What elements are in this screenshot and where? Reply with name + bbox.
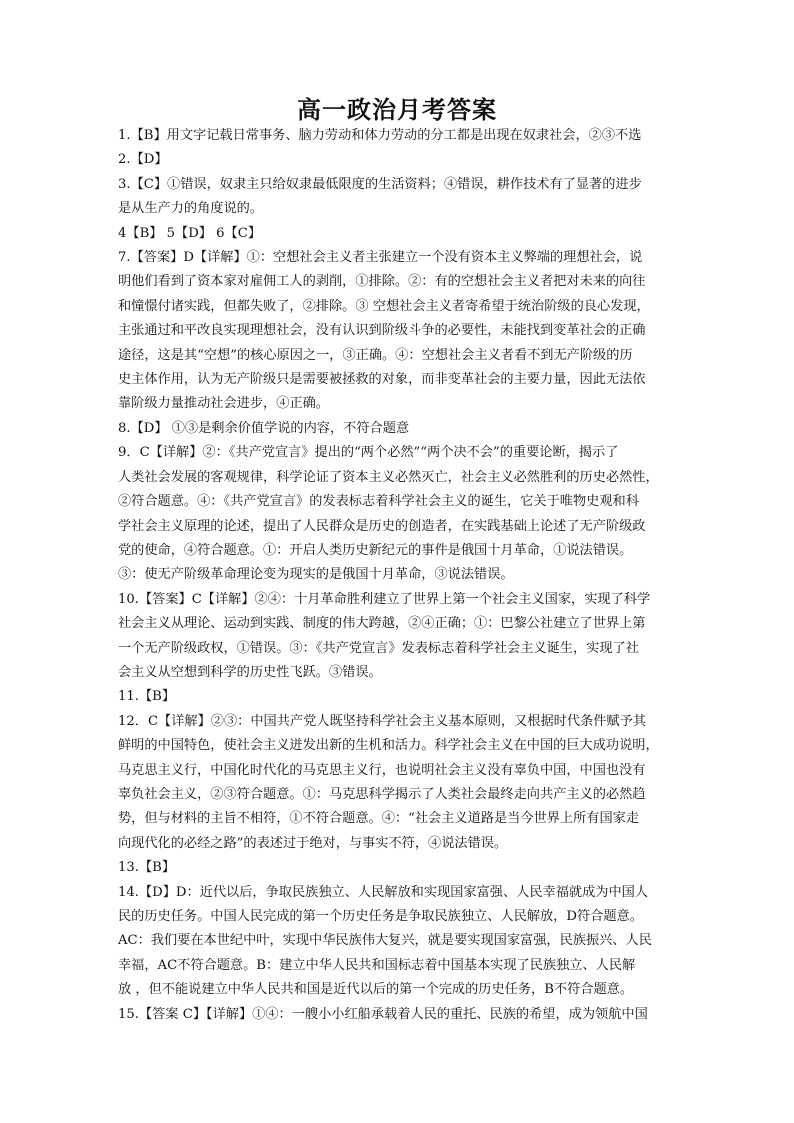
answer-line: 辜负社会主义，②③符合题意。①：马克思科学揭示了人类社会最终走向共产主义的必然趋	[118, 786, 646, 802]
answer-line: 11.【B】	[118, 689, 176, 705]
answer-line: 势，但与材料的主旨不相符，①不符合题意。④：“社会主义道路是当今世界上所有国家走	[118, 811, 640, 827]
answer-line: 途径，这是其“空想”的核心原因之一，③正确。④：空想社会主义者看不到无产阶级的历	[118, 347, 633, 363]
answer-line: ③：使无产阶级革命理论变为现实的是俄国十月革命，③说法错误。	[118, 567, 514, 583]
answer-line: 10.【答案】C【详解】②④：十月革命胜利建立了世界上第一个社会主义国家，实现了科学	[118, 591, 651, 607]
answer-line: 民的历史任务。中国人民完成的第一个历史任务是争取民族独立、人民解放，D符合题意。	[118, 909, 643, 924]
answer-line: 幸福，AC不符合题意。B：建立中华人民共和国标志着中国基本实现了民族独立、人民解	[118, 957, 636, 973]
answer-line: 9．C【详解】②：《共产党宣言》提出的“两个必然”“两个决不会”的重要论断，揭示了	[118, 445, 619, 461]
answer-line: 鲜明的中国特色，使社会主义迸发出新的生机和活力。科学社会主义在中国的巨大成功说明，	[118, 738, 659, 754]
answer-line: AC：我们要在本世纪中叶，实现中华民族伟大复兴，就是要实现国家富强，民族振兴、人民	[118, 933, 652, 949]
answer-line: 14.【D】D：近代以后，争取民族独立、人民解放和实现国家富强、人民幸福就成为中国人	[118, 884, 649, 900]
answer-line: 人类社会发展的客观规律，科学论证了资本主义必然灭亡，社会主义必然胜利的历史必然性，	[118, 469, 659, 485]
answer-line: 7.【答案】D【详解】①：空想社会主义者主张建立一个没有资本主义弊端的理想社会，说	[118, 250, 643, 266]
answer-line: 2.【D】	[118, 152, 168, 168]
answer-line: 放 ，但不能说建立中华人民共和国是近代以后的第一个完成的历史任务，B不符合题意。	[118, 982, 634, 998]
answer-line: 3.【C】①错误，奴隶主只给奴隶最低限度的生活资料；④错误，耕作技术有了显著的进步	[118, 176, 642, 192]
answer-line: 史主体作用，认为无产阶级只是需要被拯救的对象，而非变革社会的主要力量，因此无法依	[118, 372, 646, 388]
answer-line: 学社会主义原理的论述，提出了人民群众是历史的创造者，在实践基础上论述了无产阶级政	[118, 518, 646, 534]
answer-line: ②符合题意。④：《共产党宣言》的发表标志着科学社会主义的诞生，它关于唯物史观和科	[118, 494, 639, 510]
answer-line: 4【B】 5【D】 6【C】	[118, 225, 262, 241]
answer-line: 党的使命，④符合题意。①：开启人类历史新纪元的事件是俄国十月革命，①说法错误。	[118, 542, 633, 558]
answer-body	[118, 124, 684, 1027]
answer-line: 12．C【详解】②③：中国共产党人既坚持科学社会主义基本原则，又根据时代条件赋予其	[118, 713, 646, 729]
answer-line: 马克思主义行，中国化时代化的马克思主义行，也说明社会主义没有辜负中国，中国也没有	[118, 762, 646, 778]
answer-line: 13.【B】	[118, 860, 176, 876]
answer-line: 1.【B】用文字记载日常事务、脑力劳动和体力劳动的分工都是出现在奴隶社会，②③不选	[118, 128, 642, 143]
answer-line: 社会主义从理论、运动到实践、制度的伟大跨越，②④正确；①：巴黎公社建立了世界上第	[118, 616, 646, 632]
answer-line: 靠阶级力量推动社会进步，④正确。	[118, 396, 329, 412]
page-title: 高一政治月考答案	[297, 95, 497, 124]
answer-line: 明他们看到了资本家对雇佣工人的剥削，①排除。②：有的空想社会主义者把对未来的向往	[118, 274, 646, 290]
answer-line: 是从生产力的角度说的。	[118, 201, 264, 217]
answer-line: 向现代化的必经之路”的表述过于绝对，与事实不符，④说法错误。	[118, 835, 508, 851]
answer-line: 会主义从空想到科学的历史性飞跃。③错误。	[118, 664, 382, 680]
answer-line: 和憧憬付诸实践，但都失败了，②排除。③ 空想社会主义者寄希望于统治阶级的良心发现，	[118, 298, 650, 314]
answer-line: 15.【答案 C】【详解】①④：一艘小小红船承载着人民的重托、民族的希望，成为领航中国	[118, 1006, 648, 1022]
answer-line: 主张通过和平改良实现理想社会，没有认识到阶级斗争的必要性，未能找到变革社会的正确	[118, 323, 646, 339]
answer-line: 8.【D】 ①③是剩余价值学说的内容，不符合题意	[118, 420, 410, 436]
answer-line: 一个无产阶级政权，①错误。③：《共产党宣言》发表标志着科学社会主义诞生，实现了社	[118, 640, 639, 656]
